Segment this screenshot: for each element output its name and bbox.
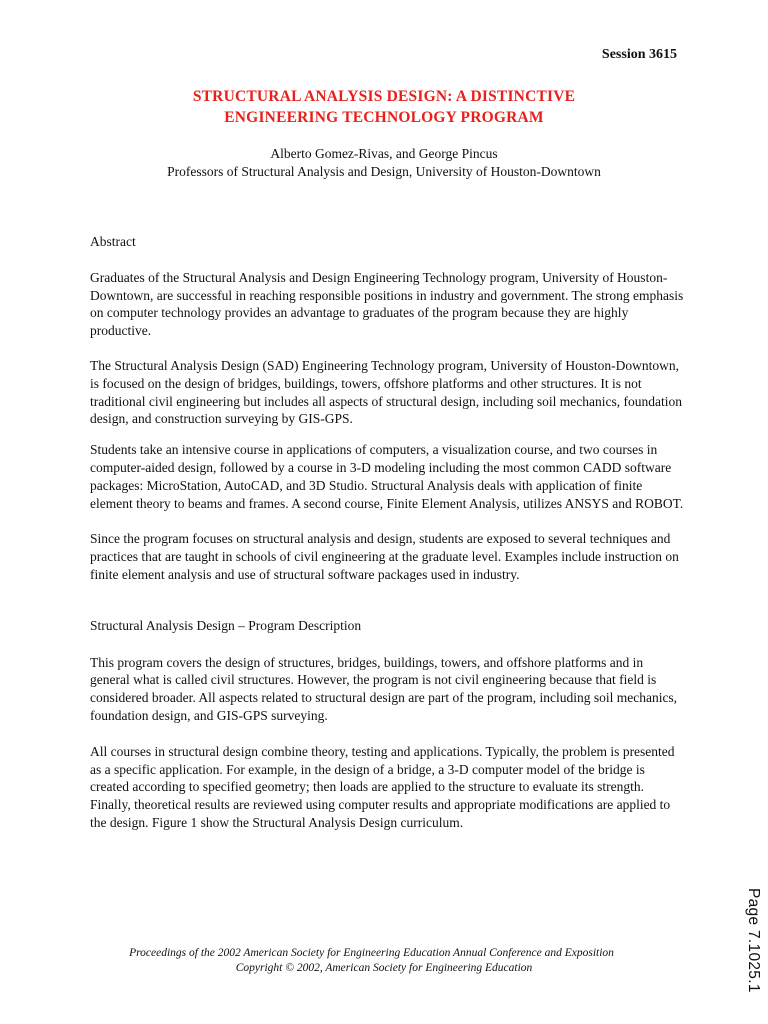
paragraph-4: Since the program focuses on structural analysis and design, students are exposed to several techniques and practices that are taught in schools of civil engineering at the graduate level. Examples include instruction on finite element analysis and use of structural software packages used in industry. <box>90 531 679 582</box>
footer-copyright: Copyright © 2002, American Society for Engineering Education <box>235 962 533 974</box>
paragraph-5: This program covers the design of structures, bridges, buildings, towers, and offshore platforms and in general what is called civil structures. However, the program is not civil engineering because that field is considered broader. All aspects related to structural design are part of the program, including soil mechanics, foundation design, and GIS-GPS surveying. <box>90 654 678 723</box>
footer-proceedings: Proceedings of the 2002 American Society for Engineering Education Annual Conference and Exposition <box>129 947 614 959</box>
title-line-2: ENGINEERING TECHNOLOGY PROGRAM <box>224 109 544 126</box>
program-description-heading: Structural Analysis Design – Program Description <box>90 617 362 633</box>
abstract-heading: Abstract <box>90 234 136 249</box>
author-affiliation: Professors of Structural Analysis and Design, University of Houston-Downtown <box>167 164 601 179</box>
page-number-label: Page 7.1025.1 <box>745 888 762 993</box>
paragraph-3: Students take an intensive course in applications of computers, a visualization course, and two courses in computer-aided design, followed by a course in 3-D modeling including the most common CADD software packages: MicroStation, AutoCAD, and 3D Studio. Structural Analysis deals with application of finite element theory to beams and frames. A second course, Finite Element Analysis, utilizes ANSYS and ROBOT. <box>90 442 684 511</box>
paragraph-6: All courses in structural design combine theory, testing and applications. Typically, the problem is presented as a specific application. For example, in the design of a bridge, a 3-D computer model of the bridge is created according to specified geometry; then loads are applied to the structure to evaluate its strength. Finally, theoretical results are reviewed using computer results and appropriate modifications are applied to the design. Figure 1 show the Structural Analysis Design curriculum. <box>90 743 675 830</box>
paper-title <box>0 86 768 128</box>
author-block <box>0 145 768 181</box>
paper-body <box>90 233 686 832</box>
paragraph-2: The Structural Analysis Design (SAD) Engineering Technology program, University of Houston-Downtown, is focused on the design of bridges, buildings, towers, offshore platforms and other structures. It is not traditional civil engineering but includes all aspects of structural design, including soil mechanics, foundation design, and construction surveying by GIS-GPS. <box>90 357 682 427</box>
title-line-1: STRUCTURAL ANALYSIS DESIGN: A DISTINCTIVE <box>192 88 576 105</box>
author-names: Alberto Gomez-Rivas, and George Pincus <box>270 146 498 161</box>
page-footer <box>0 946 768 976</box>
paragraph-1: Graduates of the Structural Analysis and Design Engineering Technology program, University of Houston-Downtown, are successful in reaching responsible positions in industry and government. The strong emphasis on computer technology provides an advantage to graduates of the program because they are highly productive. <box>90 269 684 339</box>
session-number: Session 3615 <box>601 47 677 62</box>
